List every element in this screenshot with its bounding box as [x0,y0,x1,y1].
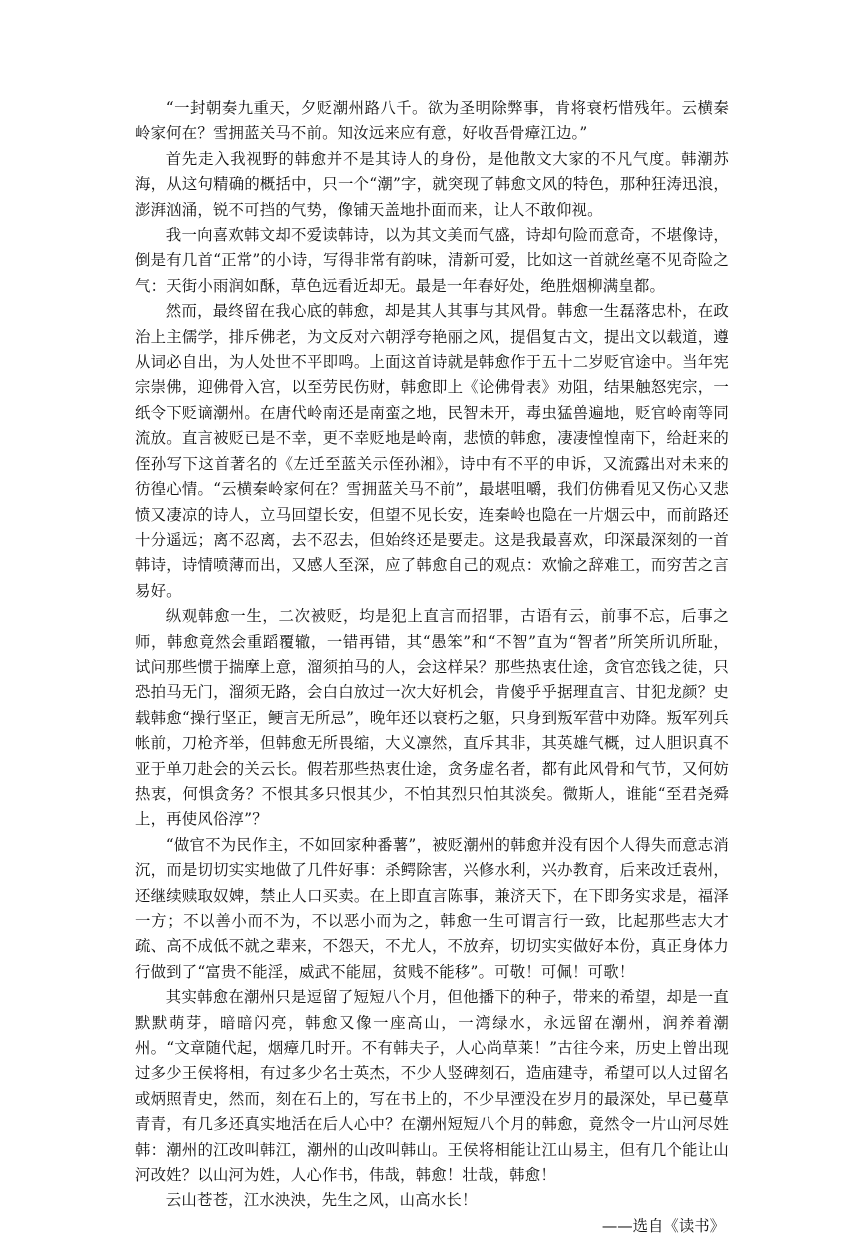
article-body [135,96,729,1239]
paragraph-poem: “一封朝奏九重天，夕贬潮州路八千。欲为圣明除弊事，肯将衰朽惜残年。云横秦岭家何在？雪拥蓝关马不前。知汝远来应有意，好收吾骨瘴江边。” [135,99,729,143]
paragraph-demotions: 纵观韩愈一生，二次被贬，均是犯上直言而招罪，古语有云，前事不忘，后事之师，韩愈竟然会重蹈覆辙，一错再错，其“愚笨”和“不智”直为“智者”所笑所讥所耻，试问那些惯于揣摩上意，溜须拍马的人，会这样呆？那些热衷仕途，贪官恋钱之徒，只恐拍马无门，溜须无路，会白白放过一次大好机会，肯傻乎乎据理直言、甘犯龙颜？史载韩愈“操行坚正，鲠言无所忌”，晚年还以衰朽之躯，只身到叛军营中劝降。叛军列兵帐前，刀枪齐举，但韩愈无所畏缩，大义凛然，直斥其非，其英雄气概，过人胆识真不亚于单刀赴会的关云长。假若那些热衷仕途，贪务虚名者，都有此风骨和气节，又何妨热衷，何惧贪务？不恨其多只恨其少，不怕其烈只怕其淡矣。微斯人，谁能“至君尧舜上，再使风俗淳”？ [135,607,729,829]
source-attribution: ——选自《读书》 [601,1216,725,1235]
paragraph-poetry-taste: 我一向喜欢韩文却不爱读韩诗，以为其文美而气盛，诗却句险而意奇，不堪像诗，倒是有几首“正常”的小诗，写得非常有韵味，清新可爱，比如这一首就丝毫不见奇险之气：天街小雨润如酥，草色远看近却无。最是一年春好处，绝胜烟柳满皇都。 [135,226,729,295]
paragraph-prose-style: 首先走入我视野的韩愈并不是其诗人的身份，是他散文大家的不凡气度。韩潮苏海，从这句精确的概括中，只一个“潮”字，就突现了韩愈文风的特色，那种狂涛迅浪，澎湃汹涌，锐不可挡的气势，像铺天盖地扑面而来，让人不敢仰视。 [135,149,729,219]
paragraph-good-deeds: “做官不为民作主，不如回家种番薯”，被贬潮州的韩愈并没有因个人得失而意志消沉，而是切切实实地做了几件好事：杀鳄除害，兴修水利，兴办教育，后来改迁袁州，还继续赎取奴婢，禁止人口买卖。在上即直言陈事，兼济天下，在下即务实求是，福泽一方；不以善小而不为，不以恶小而为之，韩愈一生可谓言行一致，比起那些志大才疏、高不成低不就之辈来，不怨天，不尤人，不放弃，切切实实做好本份，真正身体力行做到了“富贵不能淫，威武不能屈，贫贱不能移”。可敬！可佩！可歌！ [135,835,729,981]
paragraph-closing: 云山苍苍，江水泱泱，先生之风，山高水长！ [165,1191,478,1210]
paragraph-character: 然而，最终留在我心底的韩愈，却是其人其事与其风骨。韩愈一生磊落忠朴，在政治上主儒学，排斥佛老，为文反对六朝浮夸艳丽之风，提倡复古文，提出文以载道，遵从词必自出，为人处世不平即鸣。上面这首诗就是韩愈作于五十二岁贬官途中。当年宪宗崇佛，迎佛骨入宫，以至劳民伤财，韩愈即上《论佛骨表》劝阻，结果触怒宪宗，一纸令下贬谪潮州。在唐代岭南还是南蛮之地，民智未开，毒虫猛兽遍地，贬官岭南等同流放。直言被贬已是不幸，更不幸贬地是岭南，悲愤的韩愈，凄凄惶惶南下，给赶来的侄孙写下这首著名的《左迁至蓝关示侄孙湘》，诗中有不平的申诉，又流露出对未来的彷徨心情。“云横秦岭家何在？雪拥蓝关马不前”，最堪咀嚼，我们仿佛看见又伤心又悲愤又凄凉的诗人，立马回望长安，但望不见长安，连秦岭也隐在一片烟云中，而前路还十分遥远；离不忍离，去不忍去，但始终还是要走。这是我最喜欢，印深最深刻的一首韩诗，诗情喷薄而出，又感人至深，应了韩愈自己的观点：欢愉之辞难工，而穷苦之言易好。 [135,302,729,600]
paragraph-legacy: 其实韩愈在潮州只是逗留了短短八个月，但他播下的种子，带来的希望，却是一直默默萌芽，暗暗闪亮，韩愈又像一座高山，一湾绿水，永远留在潮州，润养着潮州。“文章随代起，烟瘴几时开。不有韩夫子，人心尚草莱！”古往今来，历史上曾出现过多少王侯将相，有过多少名士英杰，不少人竖碑刻石，造庙建寺，希望可以人过留名或炳照青史，然而，刻在石上的，写在书上的，不少早湮没在岁月的最深处，早已蔓草青青，有几多还真实地活在后人心中？在潮州短短八个月的韩愈，竟然令一片山河尽姓韩：潮州的江改叫韩江，潮州的山改叫韩山。王侯将相能让江山易主，但有几个能让山河改姓？以山河为姓，人心作书，伟哉，韩愈！壮哉，韩愈！ [135,988,729,1185]
